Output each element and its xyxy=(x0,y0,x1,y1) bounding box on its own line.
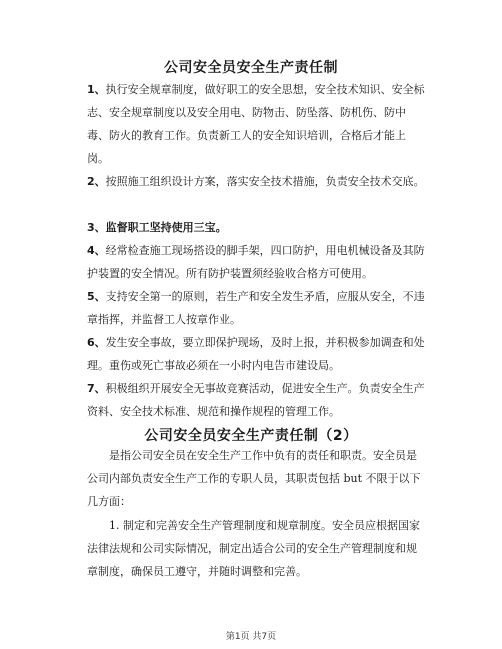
list-item xyxy=(87,285,425,331)
item-number: 5、 xyxy=(87,290,106,303)
list-item xyxy=(87,216,425,239)
item-number: 2、 xyxy=(87,175,106,188)
item-text: 经常检查施工现场搭设的脚手架，四口防护，用电机械设备及其防护装置的安全情况。所有防护装置须经验收合格方可使用。 xyxy=(87,244,425,280)
intro-paragraph: 是指公司安全员在安全生产工作中负有的责任和职责。安全员是公司内部负责安全生产工作的专职人员，其职责包括 but 不限于以下几方面： xyxy=(87,449,421,508)
item-number: 1、 xyxy=(87,83,106,96)
item-number: 4、 xyxy=(87,244,106,257)
item-text: 监督职工坚持使用三宝。 xyxy=(105,221,227,234)
item-number: 3、 xyxy=(87,221,106,234)
item-text: 积极组织开展安全无事故竞赛活动，促进安全生产。负责安全生产资料、安全技术标准、规范和操作规程的管理工作。 xyxy=(87,382,425,418)
item-number: 7、 xyxy=(87,382,106,395)
item-text: 执行安全规章制度，做好职工的安全思想，安全技术知识、安全标志、安全规章制度以及安全用电、防物击、防坠落、防机伤、防中毒、防火的教育工作。负责新工人的安全知识培训，合格后才能上岗。 xyxy=(87,83,425,165)
list-item xyxy=(87,239,425,285)
item-text: 按照施工组织设计方案，落实安全技术措施，负责安全技术交底。 xyxy=(105,175,425,188)
section-title: 公司安全员安全生产责任制（2） xyxy=(144,428,358,444)
item-number: 6、 xyxy=(87,336,106,349)
list-item xyxy=(87,331,425,377)
list-item xyxy=(87,170,425,193)
item-text: 发生安全事故，要立即保护现场，及时上报，并积极参加调查和处理。重伤或死亡事故必须在一小时内电告市建设局。 xyxy=(87,336,425,372)
sub-item: 1. 制定和完善安全生产管理制度和规章制度。安全员应根据国家法律法规和公司实际情况，制定出适合公司的安全生产管理制度和规章制度，确保员工遵守，并随时调整和完善。 xyxy=(87,519,420,578)
item-text: 支持安全第一的原则，若生产和安全发生矛盾，应服从安全，不违章指挥，并监督工人按章作业。 xyxy=(87,290,425,326)
list-item xyxy=(87,78,425,170)
list-item xyxy=(87,377,425,423)
document-title: 公司安全员安全生产责任制 xyxy=(164,60,338,76)
page-footer: 第1页 共7页 xyxy=(225,632,277,642)
